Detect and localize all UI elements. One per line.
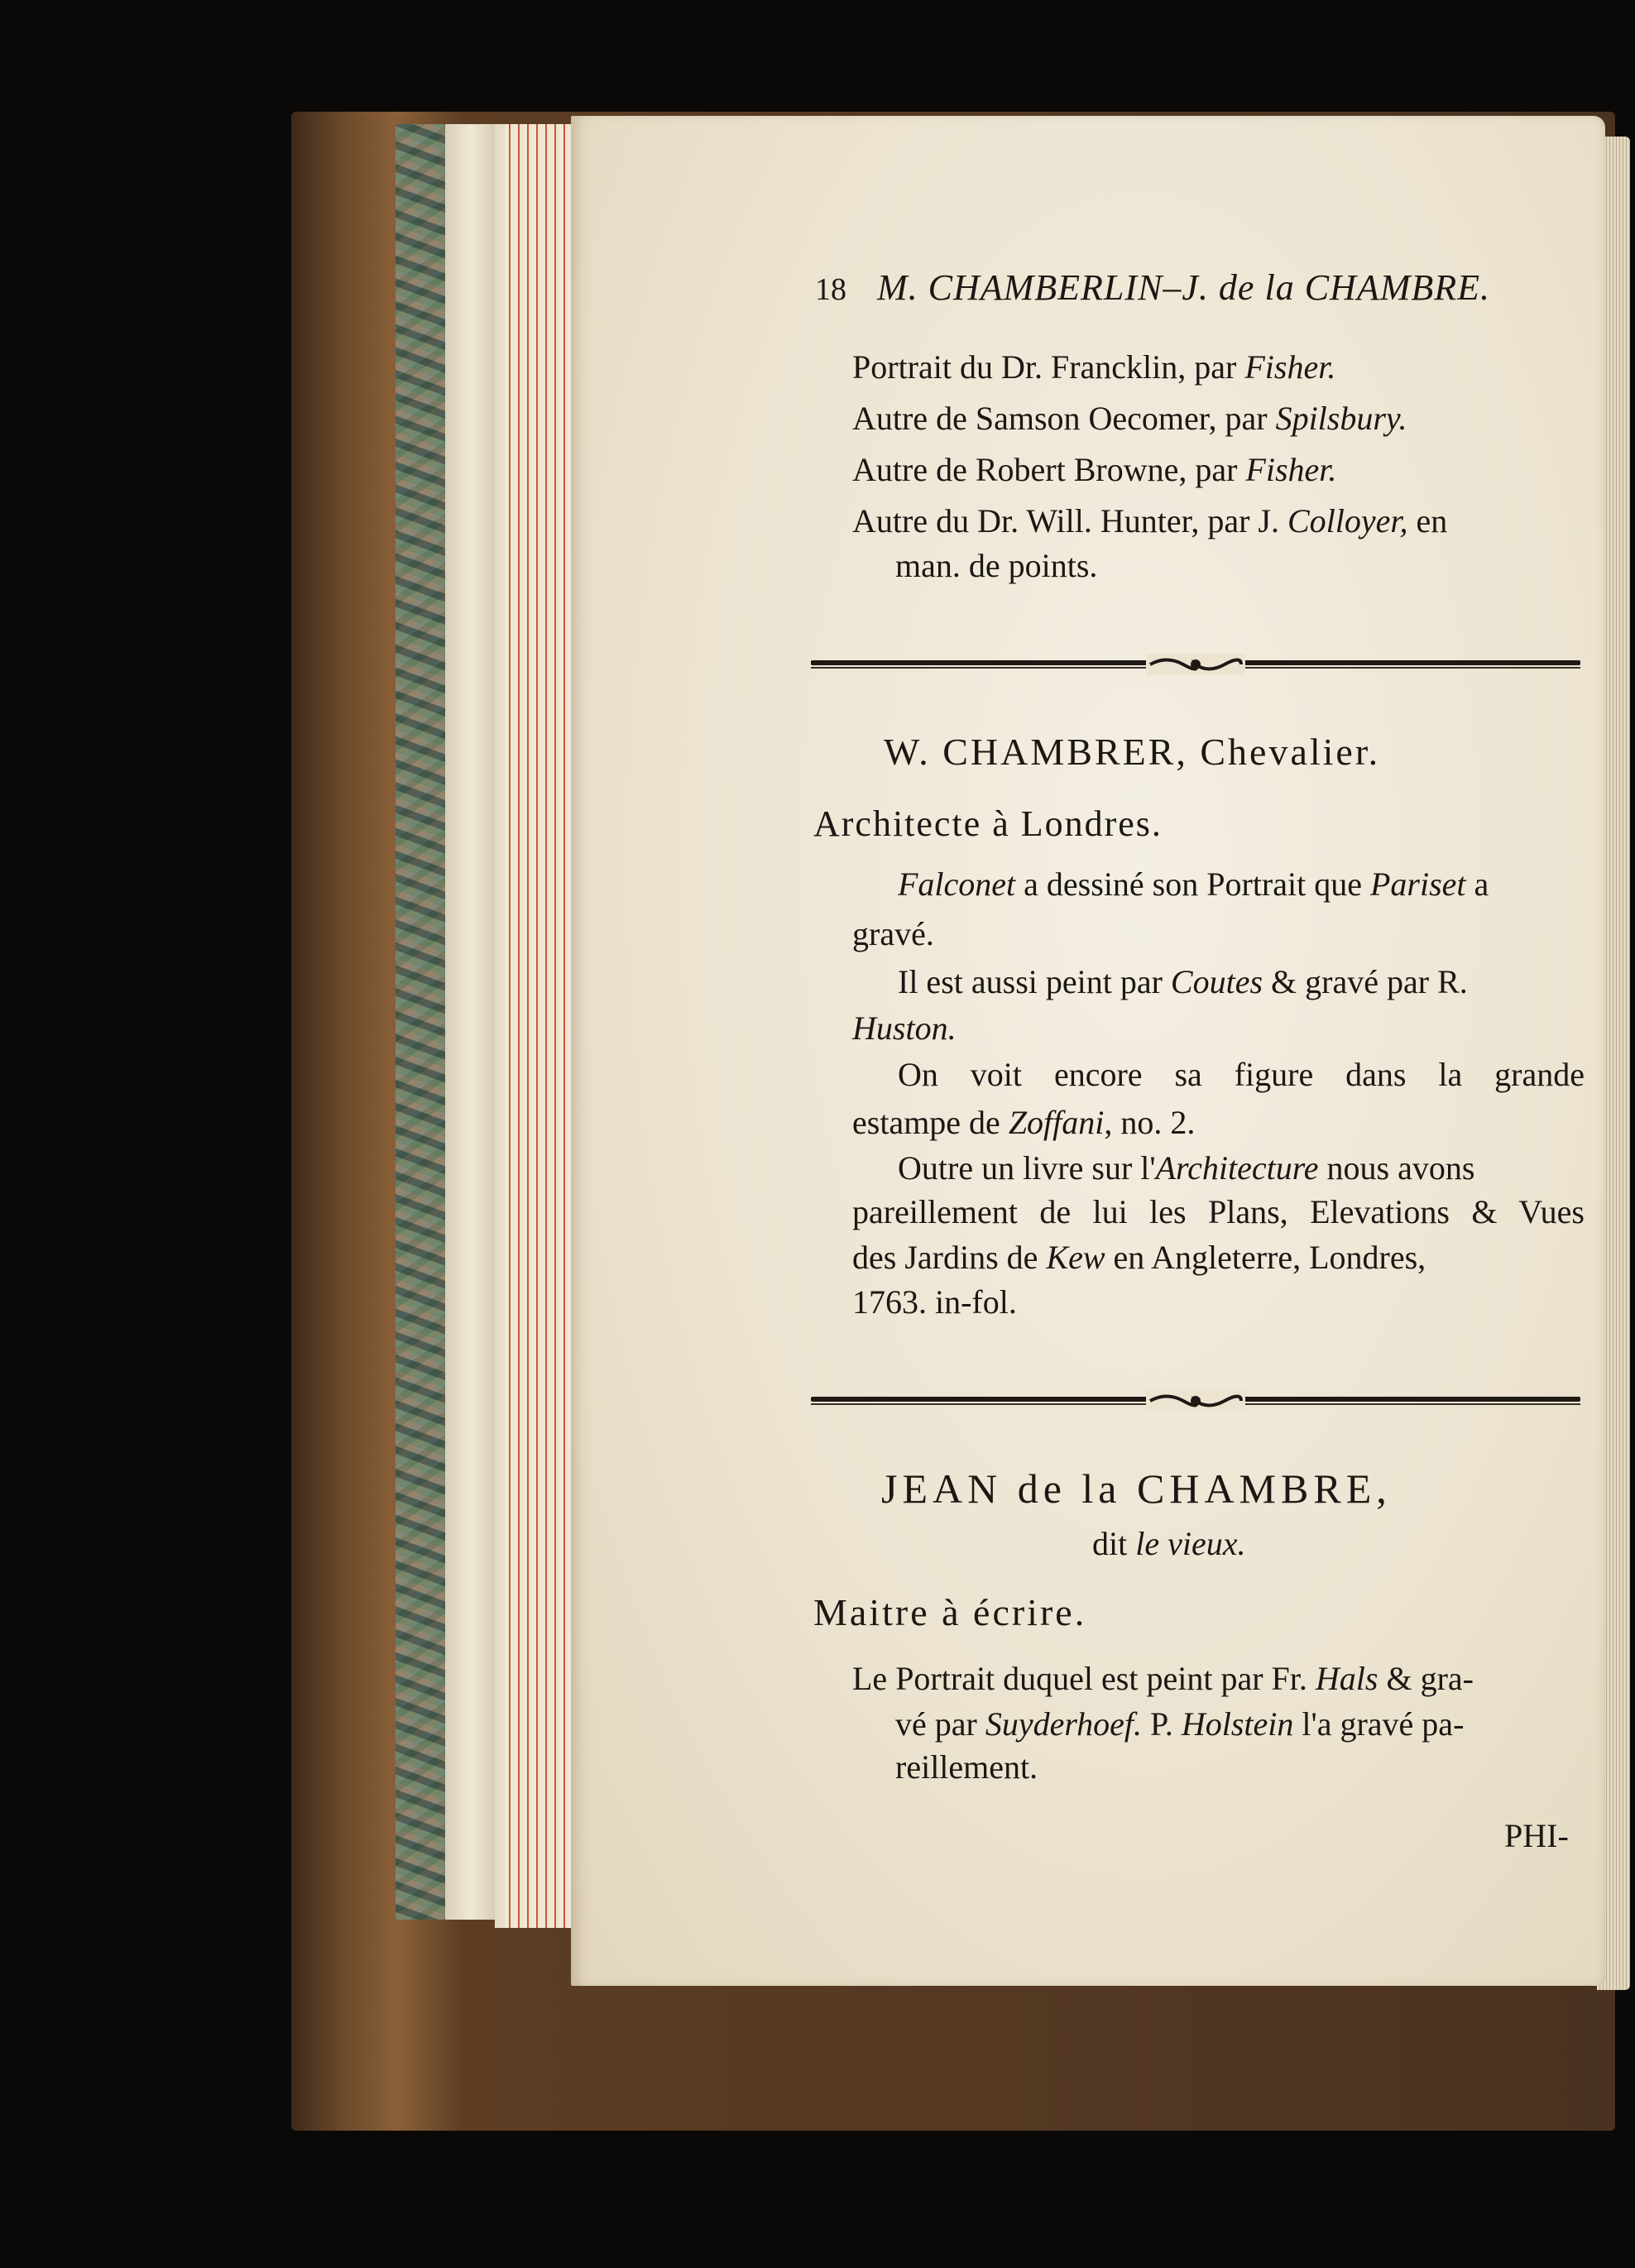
entry-heading: W. CHAMBRER, Chevalier. — [884, 731, 1381, 773]
catchword: PHI- — [1504, 1817, 1569, 1854]
paragraph-line: reillement. — [895, 1748, 1038, 1786]
entry-line: Autre de Samson Oecomer, par Spilsbury. — [852, 400, 1407, 437]
entry-line: Portrait du Dr. Francklin, par Fisher. — [852, 348, 1336, 386]
flyleaf — [445, 124, 495, 1920]
paragraph-line: vé par Suyderhoef. P. Holstein l'a gravé pa- — [895, 1705, 1465, 1743]
paragraph-line: estampe de Zoffani, no. 2. — [852, 1104, 1196, 1141]
page-number: 18 — [815, 272, 846, 307]
entry-line: man. de points. — [895, 547, 1098, 584]
paragraph-line: Outre un livre sur l'Architecture nous avons — [898, 1149, 1475, 1187]
paragraph-line: pareillement de lui les Plans, Elevations & Vues — [852, 1193, 1585, 1230]
entry-line: Autre de Robert Browne, par Fisher. — [852, 451, 1337, 488]
entry-alias: dit le vieux. — [1092, 1525, 1246, 1562]
entry-role: Architecte à Londres. — [813, 803, 1163, 844]
ornamental-rule — [811, 1390, 1580, 1412]
paragraph-line: Le Portrait duquel est peint par Fr. Hals & gra- — [852, 1660, 1474, 1697]
running-title: M. CHAMBERLIN–J. de la CHAMBRE. — [877, 267, 1490, 308]
paragraph-line: 1763. in-fol. — [852, 1283, 1017, 1321]
paragraph-line: Falconet a dessiné son Portrait que Pariset a — [898, 865, 1489, 903]
paragraph-line: des Jardins de Kew en Angleterre, Londres, — [852, 1239, 1426, 1276]
entry-line: Autre du Dr. Will. Hunter, par J. Colloyer, en — [852, 502, 1448, 539]
paragraph-line: Il est aussi peint par Coutes & gravé par R. — [898, 963, 1468, 1000]
entry-role: Maitre à écrire. — [813, 1591, 1087, 1633]
ornamental-rule — [811, 654, 1580, 675]
paragraph-line: Huston. — [852, 1009, 957, 1047]
marbled-endpaper — [396, 124, 445, 1920]
entry-heading: JEAN de la CHAMBRE, — [881, 1465, 1392, 1512]
paragraph-line: gravé. — [852, 915, 934, 952]
red-leaf-edges — [505, 124, 573, 1928]
paragraph-line: On voit encore sa figure dans la grande — [898, 1056, 1585, 1093]
